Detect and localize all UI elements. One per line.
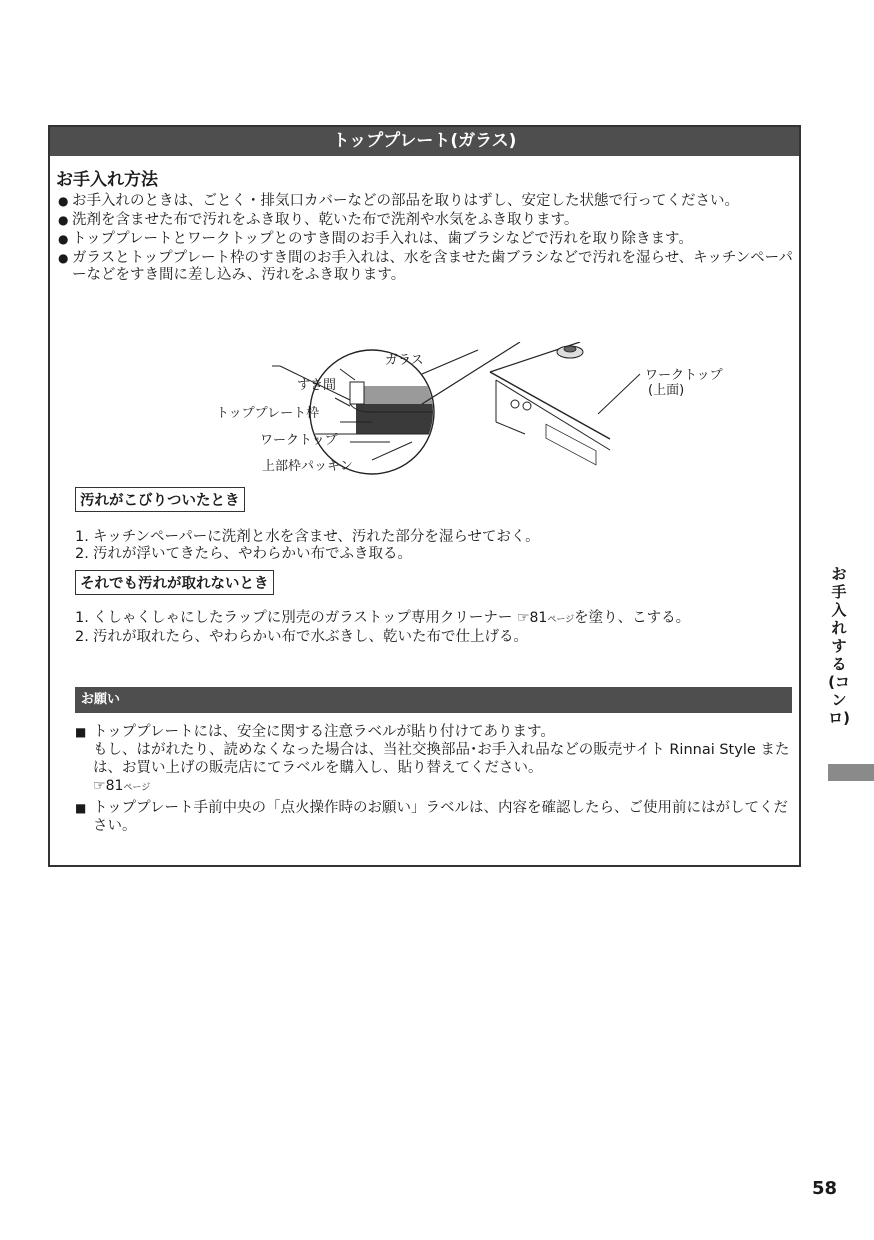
- step-number: 1.: [75, 529, 89, 545]
- note-text: トッププレート手前中央の「点火操作時のお願い」ラベルは、内容を確認したら、ご使用前にはがしてください。: [93, 800, 788, 834]
- request-notes: [75, 723, 795, 837]
- step-text: 汚れが浮いてきたら、やわらかい布でふき取る。: [93, 546, 412, 562]
- reference-unit: ページ: [547, 615, 575, 625]
- bullet-list: [58, 193, 798, 286]
- stuck-dirt-heading: 汚れがこびりついたとき: [75, 487, 245, 512]
- step-item: [75, 610, 797, 629]
- square-mark: ■: [75, 725, 87, 739]
- reference-icon: ☞: [516, 610, 530, 626]
- step-number: 1.: [75, 610, 89, 626]
- top-plate-frame-label: トッププレート枠: [216, 406, 320, 421]
- bullet-item: [58, 193, 798, 210]
- page-reference[interactable]: [517, 610, 574, 626]
- step-text: くしゃくしゃにしたラップに別売のガラストップ専用クリーナー: [93, 610, 513, 626]
- bullet-text: お手入れのときは、ごとく・排気口カバーなどの部品を取りはずし、安定した状態で行ってください。: [72, 193, 739, 209]
- stuck-steps: [75, 529, 795, 563]
- square-mark: ■: [75, 801, 87, 815]
- note-item: [75, 799, 795, 835]
- bullet-text: トッププレートとワークトップとのすき間のお手入れは、歯ブラシなどで汚れを取り除きます。: [72, 231, 693, 247]
- section-title: トッププレート(ガラス): [50, 127, 799, 156]
- bullet-mark: ●: [58, 232, 69, 246]
- gasket-label: 上部枠パッキン: [262, 459, 353, 474]
- bullet-mark: ●: [58, 194, 69, 208]
- bullet-mark: ●: [58, 213, 69, 227]
- bullet-mark: ●: [58, 251, 69, 265]
- still-dirty-heading: それでも汚れが取れないとき: [75, 570, 274, 595]
- bullet-text: ガラスとトッププレート枠のすき間のお手入れは、水を含ませた歯ブラシなどで汚れを湿らせ、キッチンペーパーなどをすき間に差し込み、汚れをふき取ります。: [72, 250, 793, 283]
- step-item: [75, 546, 795, 563]
- step-text: キッチンペーパーに洗剤と水を含ませ、汚れた部分を湿らせておく。: [93, 529, 540, 545]
- note-text: トッププレートには、安全に関する注意ラベルが貼り付けてあります。: [93, 724, 555, 740]
- worktop-top-label: ワークトップ: [645, 368, 723, 383]
- reference-unit: ページ: [123, 783, 151, 793]
- step-text: 汚れが取れたら、やわらかい布で水ぶきし、乾いた布で仕上げる。: [93, 629, 528, 645]
- reference-page: 81: [529, 610, 548, 626]
- reference-icon: ☞: [93, 778, 106, 794]
- note-item: [75, 723, 795, 797]
- bullet-item: [58, 250, 798, 284]
- step-text-tail: を塗り、こする。: [574, 610, 691, 626]
- step-number: 2.: [75, 629, 89, 645]
- step-number: 2.: [75, 546, 89, 562]
- side-section-tab: お手入れする(コンロ): [828, 565, 850, 727]
- care-method-heading: お手入れ方法: [56, 170, 158, 190]
- content-frame: [48, 125, 801, 867]
- worktop-top-sublabel: (上面): [648, 383, 685, 398]
- step-item: [75, 529, 795, 546]
- bullet-text: 洗剤を含ませた布で汚れをふき取り、乾いた布で洗剤や水気をふき取ります。: [72, 212, 579, 228]
- worktop-label: ワークトップ: [260, 433, 338, 448]
- reference-page: 81: [105, 778, 124, 794]
- bullet-item: [58, 231, 798, 248]
- gap-diagram: [160, 342, 723, 482]
- bullet-item: [58, 212, 798, 229]
- gap-label: すき間: [297, 378, 337, 393]
- request-heading: お願い: [75, 687, 792, 713]
- page-number: 58: [812, 1178, 838, 1199]
- glass-label: ガラス: [385, 353, 424, 368]
- step-item: [75, 629, 797, 646]
- still-steps: [75, 610, 797, 646]
- page-reference[interactable]: [93, 778, 150, 794]
- note-text: もし、はがれたり、読めなくなった場合は、当社交換部品･お手入れ品などの販売サイト Rinnai Style または、お買い上げの販売店にてラベルを購入し、貼り替えてください。: [93, 742, 790, 776]
- side-tab-marker: [828, 764, 874, 781]
